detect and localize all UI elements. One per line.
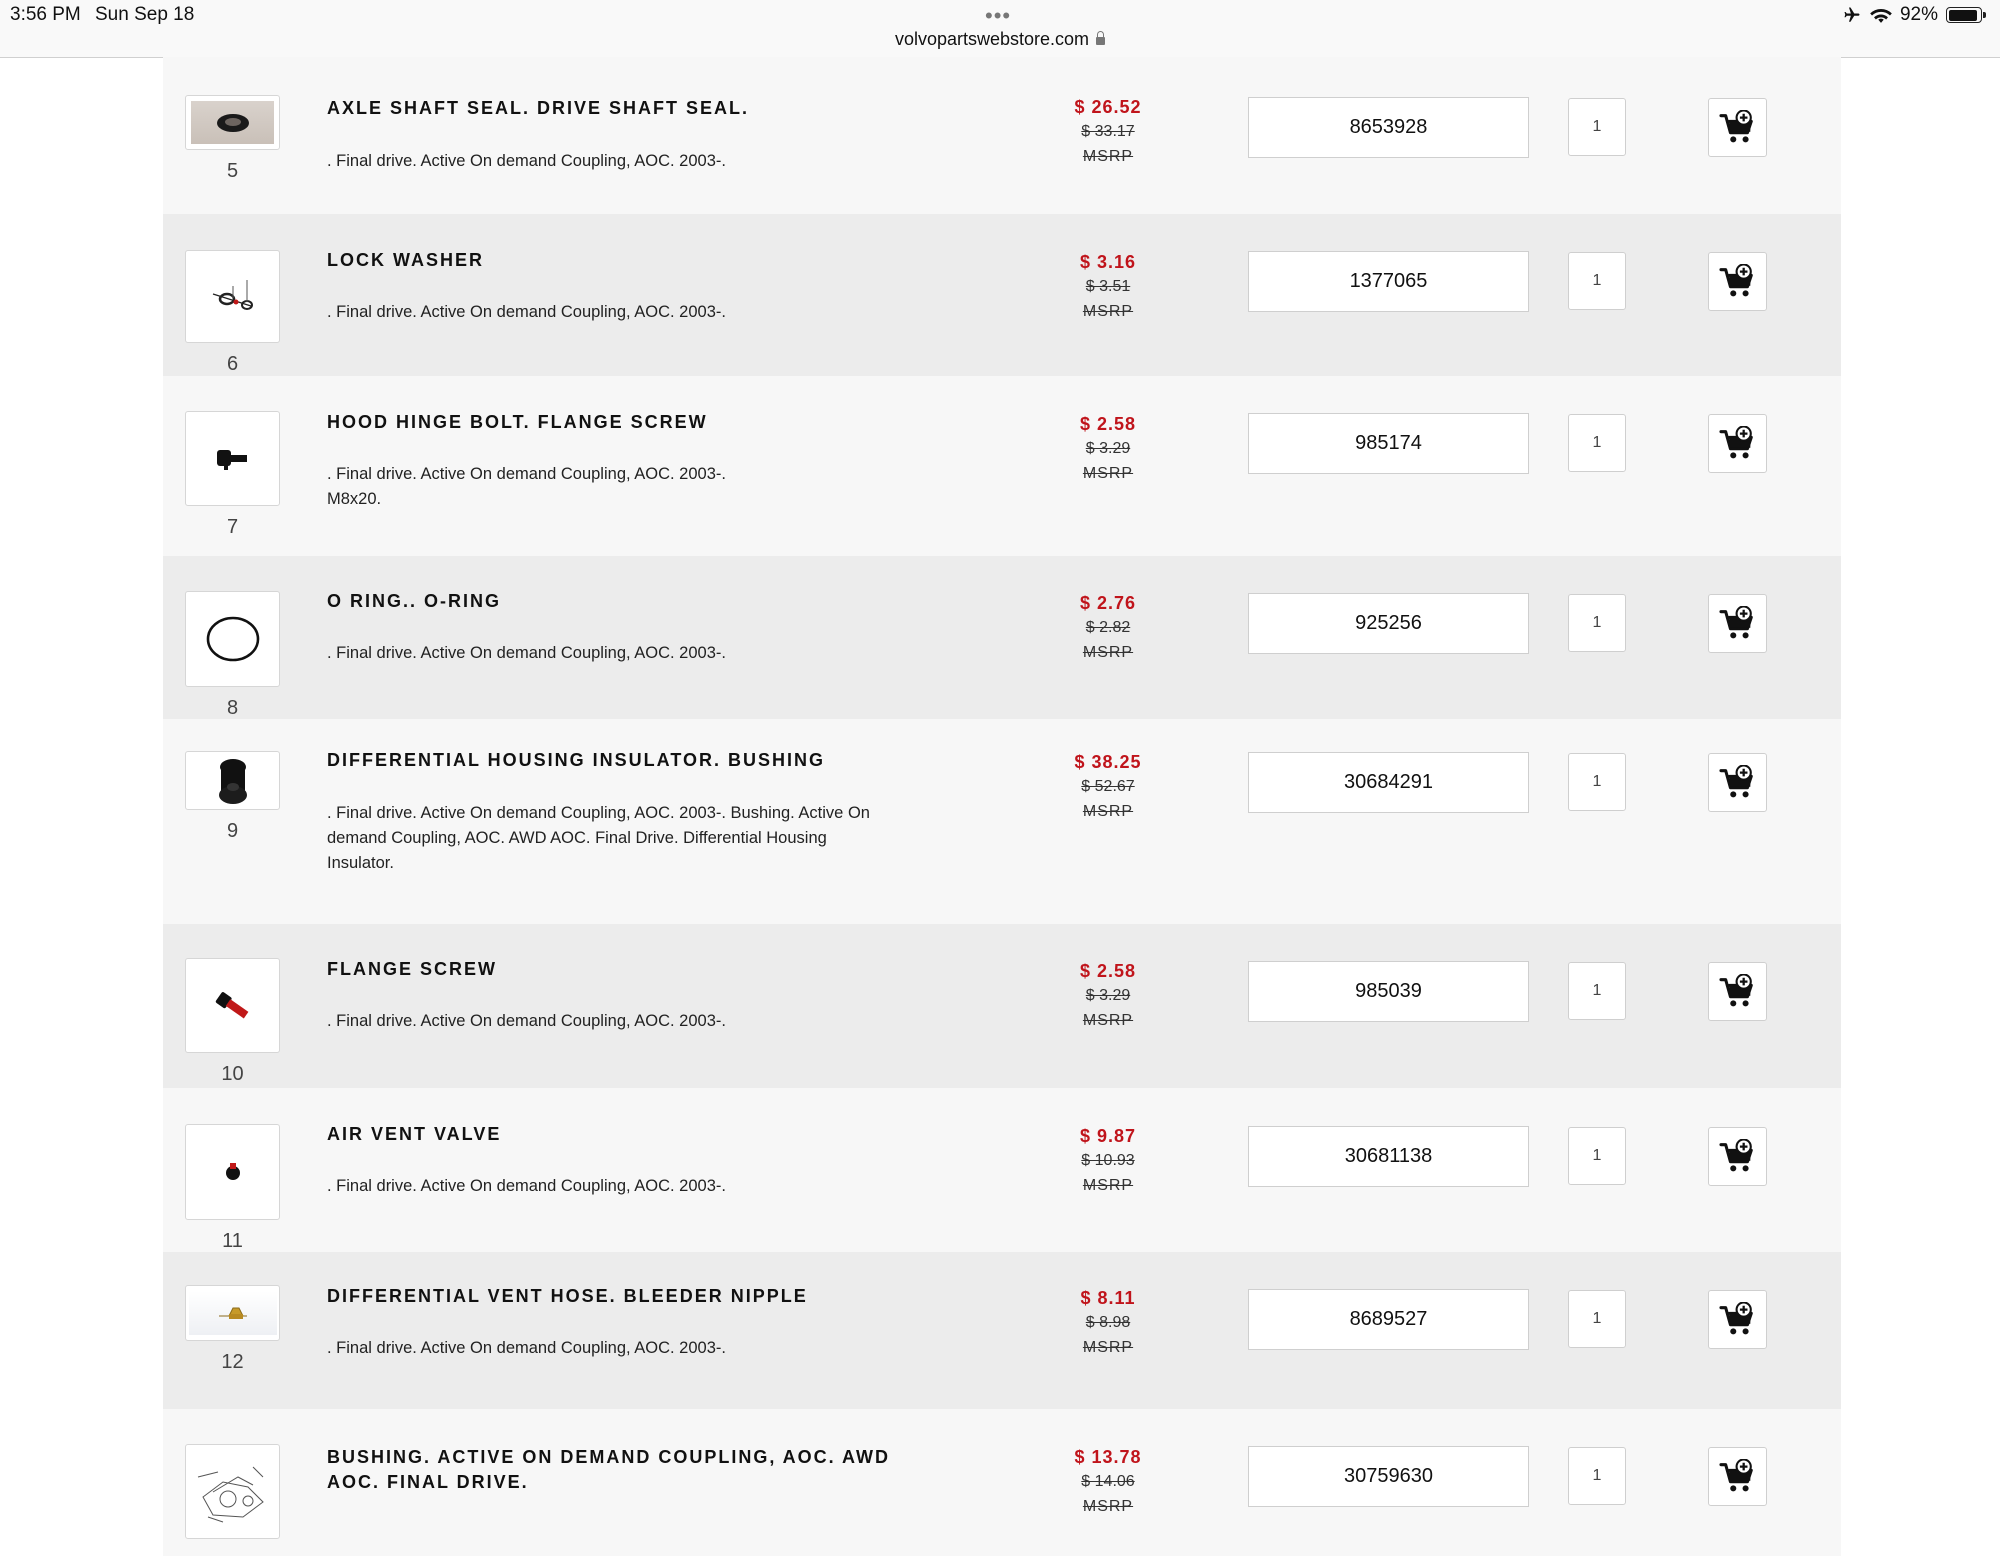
part-description: . Final drive. Active On demand Coupling, AOC. 2003-. Bushing. Active On demand Coupling, AOC. AWD AOC. Final Drive. Differential Housing Insulator.	[327, 804, 870, 872]
part-row	[163, 57, 1841, 214]
quantity-input[interactable]: 1	[1568, 252, 1626, 310]
bolt-icon	[213, 444, 253, 474]
o-ring-icon	[204, 614, 262, 664]
quantity-input[interactable]: 1	[1568, 1290, 1626, 1348]
add-to-cart-icon	[1719, 1459, 1757, 1495]
original-price: $ 52.67	[1081, 778, 1135, 795]
status-indicators	[1842, 4, 1982, 26]
add-to-cart-button[interactable]	[1708, 98, 1767, 157]
figure-number: 11	[222, 1230, 243, 1252]
part-thumbnail[interactable]	[185, 958, 280, 1053]
part-row	[163, 214, 1841, 376]
add-to-cart-button[interactable]	[1708, 1127, 1767, 1186]
part-title[interactable]: HOOD HINGE BOLT. FLANGE SCREW	[327, 412, 708, 432]
wifi-icon	[1870, 7, 1892, 24]
sale-price: $ 2.58	[1079, 961, 1137, 981]
figure-number: 5	[226, 160, 239, 182]
quantity-input[interactable]: 1	[1568, 594, 1626, 652]
part-row	[163, 556, 1841, 719]
part-thumbnail[interactable]	[185, 591, 280, 687]
add-to-cart-icon	[1719, 264, 1757, 300]
price-block	[1023, 95, 1193, 169]
figure-number: 10	[221, 1063, 244, 1085]
part-thumbnail[interactable]	[185, 250, 280, 343]
status-date: Sun Sep 18	[95, 4, 195, 25]
figure-number: 7	[226, 516, 239, 538]
battery-icon	[1946, 7, 1982, 23]
part-description: . Final drive. Active On demand Coupling, AOC. 2003-.	[327, 303, 726, 321]
lock-icon	[1096, 37, 1105, 45]
original-price: $ 3.51	[1085, 278, 1131, 295]
quantity-input[interactable]: 1	[1568, 962, 1626, 1020]
sale-price: $ 3.16	[1079, 252, 1137, 272]
add-to-cart-icon	[1719, 606, 1757, 642]
msrp-label: MSRP	[1082, 803, 1134, 820]
part-thumbnail[interactable]	[185, 751, 280, 810]
add-to-cart-button[interactable]	[1708, 594, 1767, 653]
more-dots-icon[interactable]: •••	[985, 3, 1012, 28]
price-block	[1023, 1124, 1193, 1198]
sale-price: $ 26.52	[1074, 97, 1142, 117]
price-block	[1023, 412, 1193, 486]
airplane-icon	[1842, 6, 1862, 24]
part-number-box[interactable]: 1377065	[1248, 251, 1529, 312]
bushing-icon	[215, 757, 251, 805]
part-row	[163, 1252, 1841, 1409]
price-block	[1023, 591, 1193, 665]
sale-price: $ 9.87	[1079, 1126, 1137, 1146]
part-title[interactable]: DIFFERENTIAL HOUSING INSULATOR. BUSHING	[327, 750, 826, 770]
original-price: $ 10.93	[1081, 1152, 1135, 1169]
figure-number: 8	[226, 697, 239, 719]
figure-number: 9	[226, 820, 239, 842]
washer-icon	[203, 272, 263, 322]
msrp-label: MSRP	[1082, 644, 1134, 661]
quantity-input[interactable]: 1	[1568, 1447, 1626, 1505]
sale-price: $ 13.78	[1074, 1447, 1142, 1467]
part-row	[163, 924, 1841, 1088]
msrp-label: MSRP	[1082, 1177, 1134, 1194]
part-row	[163, 376, 1841, 556]
screw-icon	[213, 986, 253, 1026]
sale-price: $ 2.76	[1079, 593, 1137, 613]
part-number-box[interactable]: 30681138	[1248, 1126, 1529, 1187]
part-title[interactable]: AXLE SHAFT SEAL. DRIVE SHAFT SEAL.	[327, 98, 750, 118]
part-description: . Final drive. Active On demand Coupling, AOC. 2003-. M8x20.	[327, 465, 726, 508]
part-thumbnail[interactable]	[185, 95, 280, 150]
original-price: $ 8.98	[1085, 1314, 1131, 1331]
part-number-box[interactable]: 985039	[1248, 961, 1529, 1022]
part-description: . Final drive. Active On demand Coupling, AOC. 2003-.	[327, 152, 726, 170]
part-row	[163, 1409, 1841, 1556]
add-to-cart-button[interactable]	[1708, 1290, 1767, 1349]
figure-number: 6	[226, 353, 239, 375]
part-number-box[interactable]: 985174	[1248, 413, 1529, 474]
add-to-cart-icon	[1719, 974, 1757, 1010]
msrp-label: MSRP	[1082, 465, 1134, 482]
battery-percent: 92%	[1899, 4, 1938, 25]
part-description: . Final drive. Active On demand Coupling, AOC. 2003-.	[327, 1177, 726, 1195]
part-thumbnail[interactable]	[185, 1285, 280, 1341]
part-number-box[interactable]: 925256	[1248, 593, 1529, 654]
part-title[interactable]: FLANGE SCREW	[327, 959, 497, 979]
quantity-input[interactable]: 1	[1568, 1127, 1626, 1185]
price-block	[1023, 750, 1193, 824]
part-row	[163, 1088, 1841, 1252]
part-description: . Final drive. Active On demand Coupling, AOC. 2003-.	[327, 1012, 726, 1030]
add-to-cart-button[interactable]	[1708, 753, 1767, 812]
part-thumbnail[interactable]	[185, 1124, 280, 1220]
part-title[interactable]: AIR VENT VALVE	[327, 1124, 502, 1144]
part-number-box[interactable]: 8653928	[1248, 97, 1529, 158]
assembly-icon	[193, 1457, 273, 1527]
msrp-label: MSRP	[1082, 303, 1134, 320]
add-to-cart-icon	[1719, 110, 1757, 146]
msrp-label: MSRP	[1082, 1012, 1134, 1029]
part-description: . Final drive. Active On demand Coupling, AOC. 2003-.	[327, 644, 726, 662]
url-text: volvopartswebstore.com	[894, 29, 1090, 49]
price-block	[1023, 959, 1193, 1033]
price-block	[1023, 1286, 1193, 1360]
original-price: $ 33.17	[1081, 123, 1135, 140]
sale-price: $ 2.58	[1079, 414, 1137, 434]
nipple-icon	[189, 1291, 277, 1335]
address-bar[interactable]	[0, 29, 2000, 50]
part-number-box[interactable]: 30759630	[1248, 1446, 1529, 1507]
status-bar	[0, 0, 2000, 58]
original-price: $ 2.82	[1085, 619, 1131, 636]
msrp-label: MSRP	[1082, 1498, 1134, 1515]
part-title[interactable]: O RING.. O-RING	[327, 591, 501, 611]
part-thumbnail[interactable]	[185, 411, 280, 506]
status-time: 3:56 PM	[10, 4, 81, 25]
part-title[interactable]: DIFFERENTIAL VENT HOSE. BLEEDER NIPPLE	[327, 1286, 808, 1306]
price-block	[1023, 250, 1193, 324]
add-to-cart-icon	[1719, 426, 1757, 462]
part-title[interactable]: LOCK WASHER	[327, 250, 484, 270]
original-price: $ 3.29	[1085, 987, 1131, 1004]
part-row	[163, 719, 1841, 924]
add-to-cart-button[interactable]	[1708, 252, 1767, 311]
price-block	[1023, 1445, 1193, 1519]
part-thumbnail[interactable]	[185, 1444, 280, 1539]
quantity-input[interactable]: 1	[1568, 753, 1626, 811]
quantity-input[interactable]: 1	[1568, 414, 1626, 472]
part-title[interactable]: BUSHING. ACTIVE ON DEMAND COUPLING, AOC. AWD AOC. FINAL DRIVE.	[327, 1447, 891, 1492]
add-to-cart-icon	[1719, 1302, 1757, 1338]
add-to-cart-button[interactable]	[1708, 414, 1767, 473]
msrp-label: MSRP	[1082, 148, 1134, 165]
msrp-label: MSRP	[1082, 1339, 1134, 1356]
part-description: . Final drive. Active On demand Coupling, AOC. 2003-.	[327, 1339, 726, 1357]
quantity-input[interactable]: 1	[1568, 98, 1626, 156]
add-to-cart-button[interactable]	[1708, 1447, 1767, 1506]
part-number-box[interactable]: 30684291	[1248, 752, 1529, 813]
original-price: $ 3.29	[1085, 440, 1131, 457]
add-to-cart-button[interactable]	[1708, 962, 1767, 1021]
seal-icon	[191, 101, 274, 144]
add-to-cart-icon	[1719, 765, 1757, 801]
part-number-box[interactable]: 8689527	[1248, 1289, 1529, 1350]
add-to-cart-icon	[1719, 1139, 1757, 1175]
valve-icon	[221, 1160, 245, 1184]
sale-price: $ 38.25	[1074, 752, 1142, 772]
sale-price: $ 8.11	[1080, 1288, 1136, 1308]
original-price: $ 14.06	[1081, 1473, 1135, 1490]
figure-number: 12	[221, 1351, 244, 1373]
